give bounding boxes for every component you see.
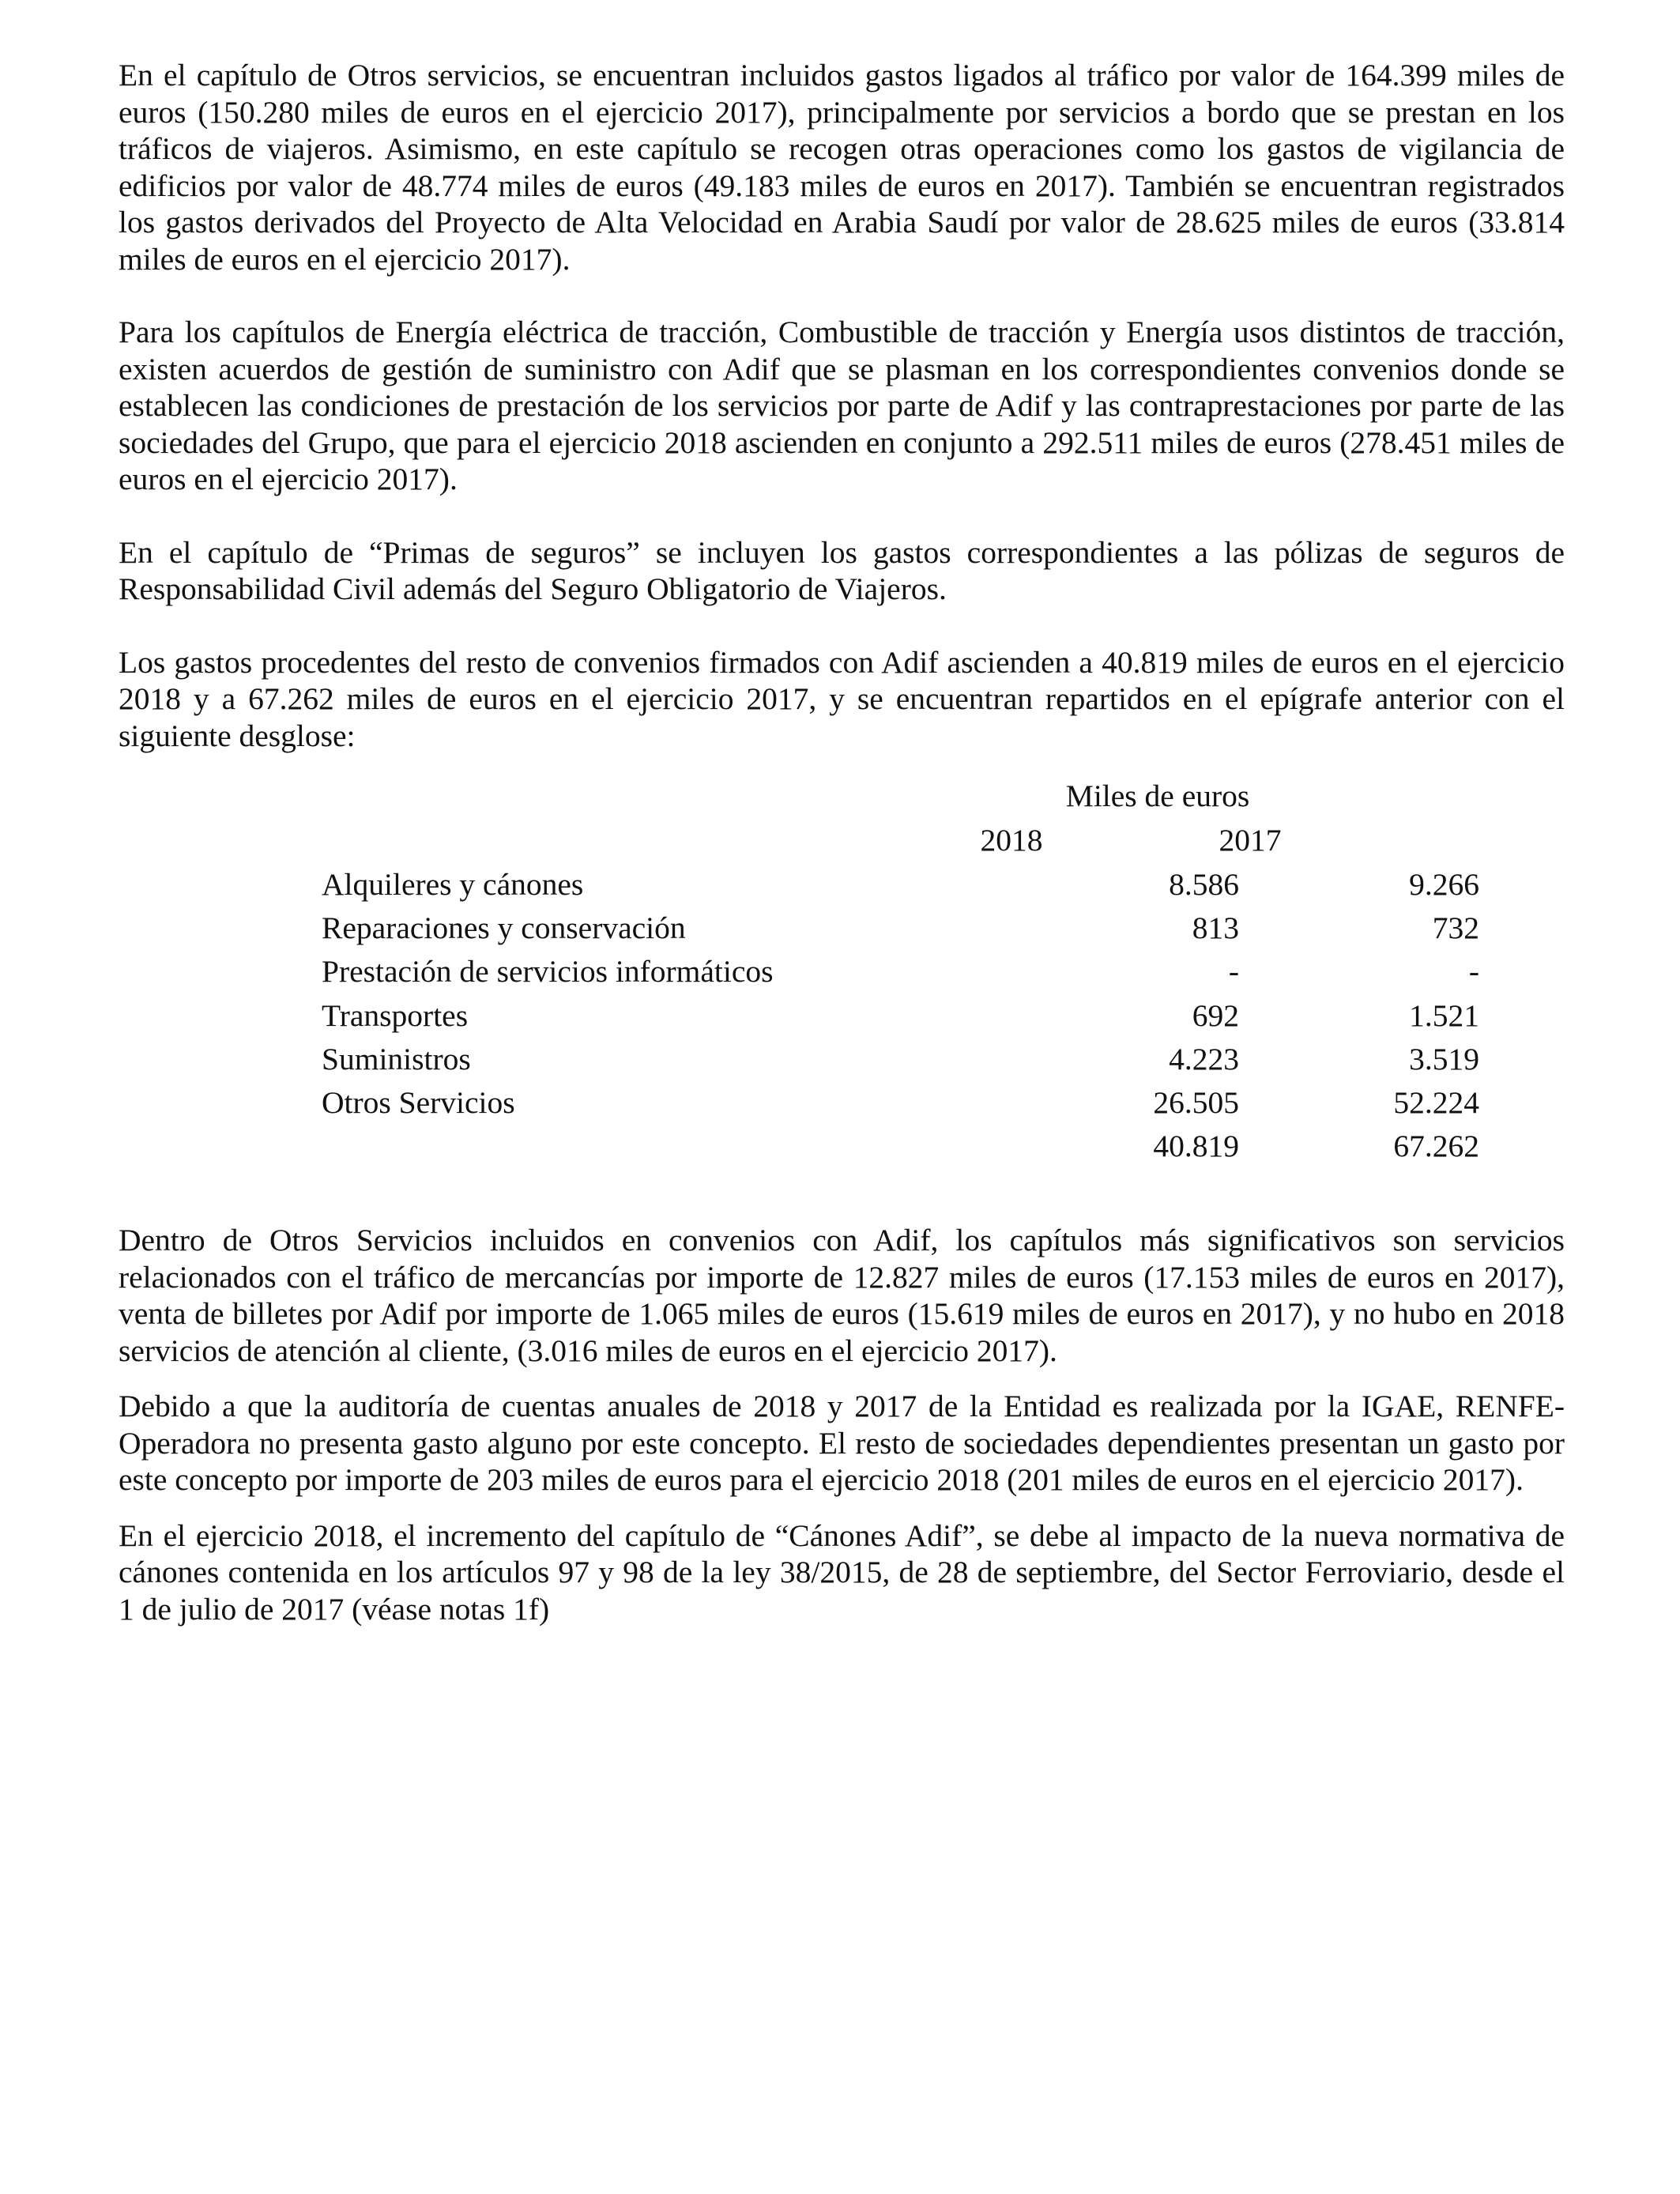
row-value-2017: 1.521 (1409, 998, 1479, 1033)
row-label: Alquileres y cánones (322, 867, 584, 902)
row-value-2018: 26.505 (1153, 1085, 1239, 1120)
table-row (119, 1084, 1565, 1128)
paragraph-canones-adif: En el ejercicio 2018, el incremento del capítulo de “Cánones Adif”, se debe al impacto de la nueva normativa de cánones contenida en los artículos 97 y 98 de la ley 38/2015, de 28 de septiembre, del Sector Ferroviario, desde el 1 de julio de 2017 (véase notas 1f) (119, 1517, 1565, 1627)
row-label: Otros Servicios (322, 1085, 515, 1120)
table-row (119, 910, 1565, 953)
row-value-2018: 4.223 (1169, 1042, 1239, 1076)
document-page (119, 57, 1565, 1627)
paragraph-auditoria: Debido a que la auditoría de cuentas anuales de 2018 y 2017 de la Entidad es realizada por la IGAE, RENFE-Operadora no presenta gasto alguno por este concepto. El resto de sociedades dependientes presentan un gasto por este concepto por importe de 203 miles de euros para el ejercicio 2018 (201 miles de euros en el ejercicio 2017). (119, 1389, 1565, 1497)
table-row (119, 1041, 1565, 1084)
row-label: Transportes (322, 998, 469, 1033)
paragraph-convenios-adif: Los gastos procedentes del resto de convenios firmados con Adif ascienden a 40.819 miles de euros en el ejercicio 2018 y a 67.262 miles de euros en el ejercicio 2017, y se encuentran repartidos en el epígrafe anterior con el siguiente desglose: (119, 644, 1565, 753)
table-row (119, 953, 1565, 997)
row-label: Suministros (322, 1042, 471, 1076)
paragraph-otros-servicios: En el capítulo de Otros servicios, se encuentran incluidos gastos ligados al tráfico por valor de 164.399 miles de euros (150.280 miles de euros en el ejercicio 2017), principalmente por servicios a bordo que se prestan en los tráficos de viajeros. Asimismo, en este capítulo se recogen otras operaciones como los gastos de vigilancia de edificios por valor de 48.774 miles de euros (49.183 miles de euros en 2017). También se encuentran registrados los gastos derivados del Proyecto de Alta Velocidad en Arabia Saudí por valor de 28.625 miles de euros (33.814 miles de euros en el ejercicio 2017). (119, 58, 1565, 277)
row-value-2017: - (1468, 954, 1479, 989)
table-year-2017-header: 2017 (1219, 823, 1282, 858)
row-value-2017: 52.224 (1393, 1085, 1479, 1120)
row-value-2017: 732 (1432, 910, 1479, 945)
paragraph-primas-seguros: En el capítulo de “Primas de seguros” se incluyen los gastos correspondientes a las pólizas de seguros de Responsabilidad Civil además del Seguro Obligatorio de Viajeros. (119, 534, 1565, 606)
total-value-2018: 40.819 (1153, 1129, 1239, 1163)
paragraph-otros-servicios-adif: Dentro de Otros Servicios incluidos en convenios con Adif, los capítulos más significativos son servicios relacionados con el tráfico de mercancías por importe de 12.827 miles de euros (17.153 miles de euros en 2017), venta de billetes por Adif por importe de 1.065 miles de euros (15.619 miles de euros en 2017), y no hubo en 2018 servicios de atención al cliente, (3.016 miles de euros en el ejercicio 2017). (119, 1223, 1565, 1368)
row-value-2017: 9.266 (1409, 867, 1479, 902)
table-total-row (119, 1128, 1565, 1171)
row-value-2018: 813 (1192, 910, 1239, 945)
row-value-2018: 8.586 (1169, 867, 1239, 902)
table-row (119, 997, 1565, 1041)
table-row (119, 866, 1565, 910)
total-value-2017: 67.262 (1393, 1129, 1479, 1163)
row-value-2018: - (1228, 954, 1239, 989)
table-year-2018-header: 2018 (980, 823, 1043, 858)
row-label: Reparaciones y conservación (322, 910, 686, 945)
row-value-2017: 3.519 (1409, 1042, 1479, 1076)
breakdown-table (119, 754, 1565, 1163)
table-unit-header: Miles de euros (1065, 778, 1250, 813)
row-label: Prestación de servicios informáticos (322, 954, 774, 989)
row-value-2018: 692 (1192, 998, 1239, 1033)
paragraph-energia-traccion: Para los capítulos de Energía eléctrica de tracción, Combustible de tracción y Energía usos distintos de tracción, existen acuerdos de gestión de suministro con Adif que se plasman en los correspondientes convenios donde se establecen las condiciones de prestación de los servicios por parte de Adif y las contraprestaciones por parte de las sociedades del Grupo, que para el ejercicio 2018 ascienden en conjunto a 292.511 miles de euros (278.451 miles de euros en el ejercicio 2017). (119, 315, 1565, 496)
